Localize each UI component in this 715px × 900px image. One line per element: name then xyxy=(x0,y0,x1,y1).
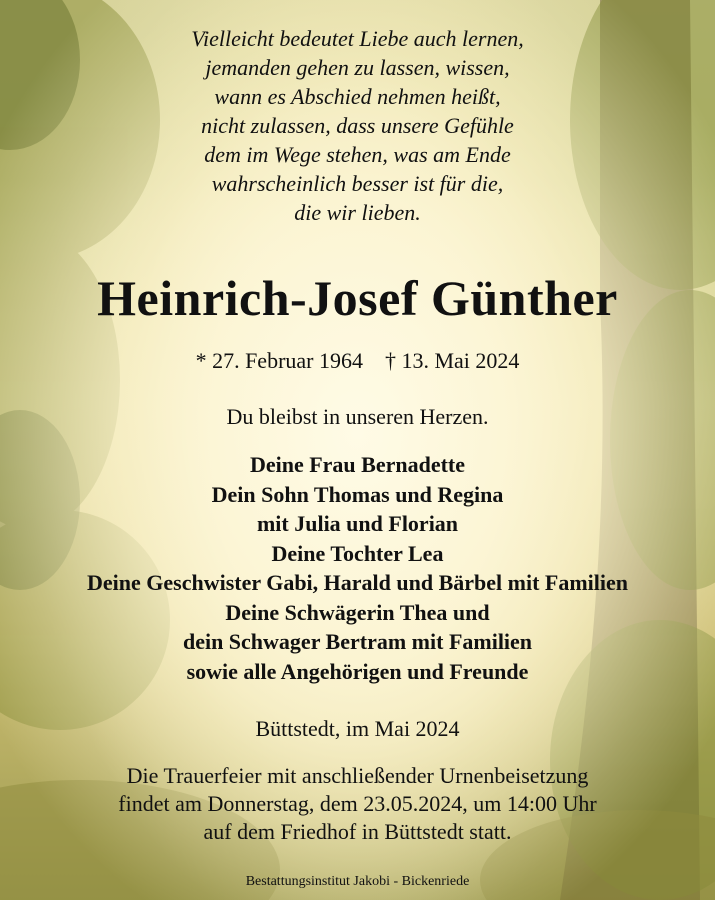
deceased-name: Heinrich-Josef Günther xyxy=(97,270,618,326)
ceremony-line: auf dem Friedhof in Büttstedt statt. xyxy=(203,819,512,844)
death-date: † 13. Mai 2024 xyxy=(384,348,520,373)
mourners-list xyxy=(0,450,715,686)
life-dates xyxy=(0,346,715,376)
poem xyxy=(0,24,715,227)
place-date: Büttstedt, im Mai 2024 xyxy=(255,716,460,741)
ceremony-line: findet am Donnerstag, dem 23.05.2024, um 14:00 Uhr xyxy=(118,791,597,816)
motto: Du bleibst in unseren Herzen. xyxy=(226,404,489,429)
poem-line: wahrscheinlich besser ist für die, xyxy=(211,171,504,196)
poem-line: Vielleicht bedeutet Liebe auch lernen, xyxy=(191,26,524,51)
poem-line: dem im Wege stehen, was am Ende xyxy=(204,142,511,167)
poem-line: wann es Abschied nehmen heißt, xyxy=(214,84,501,109)
mourner-line: Deine Frau Bernadette xyxy=(249,452,466,477)
funeral-home: Bestattungsinstitut Jakobi - Bickenriede xyxy=(245,874,470,889)
mourner-line: Deine Geschwister Gabi, Harald und Bärbel mit Familien xyxy=(86,570,629,595)
ceremony-line: Die Trauerfeier mit anschließender Urnenbeisetzung xyxy=(126,763,589,788)
ceremony-info xyxy=(0,762,715,846)
mourner-line: sowie alle Angehörigen und Freunde xyxy=(186,658,529,684)
poem-line: nicht zulassen, dass unsere Gefühle xyxy=(201,113,514,138)
mourner-line: mit Julia und Florian xyxy=(256,511,459,536)
poem-line: die wir lieben. xyxy=(294,200,421,225)
mourner-line: Deine Schwägerin Thea und xyxy=(225,599,490,625)
mourner-line: Dein Sohn Thomas und Regina xyxy=(211,481,504,507)
mourner-line: dein Schwager Bertram mit Familien xyxy=(182,629,533,654)
mourner-line: Deine Tochter Lea xyxy=(271,540,444,566)
birth-date: * 27. Februar 1964 xyxy=(195,348,363,373)
poem-line: jemanden gehen zu lassen, wissen, xyxy=(205,55,510,80)
